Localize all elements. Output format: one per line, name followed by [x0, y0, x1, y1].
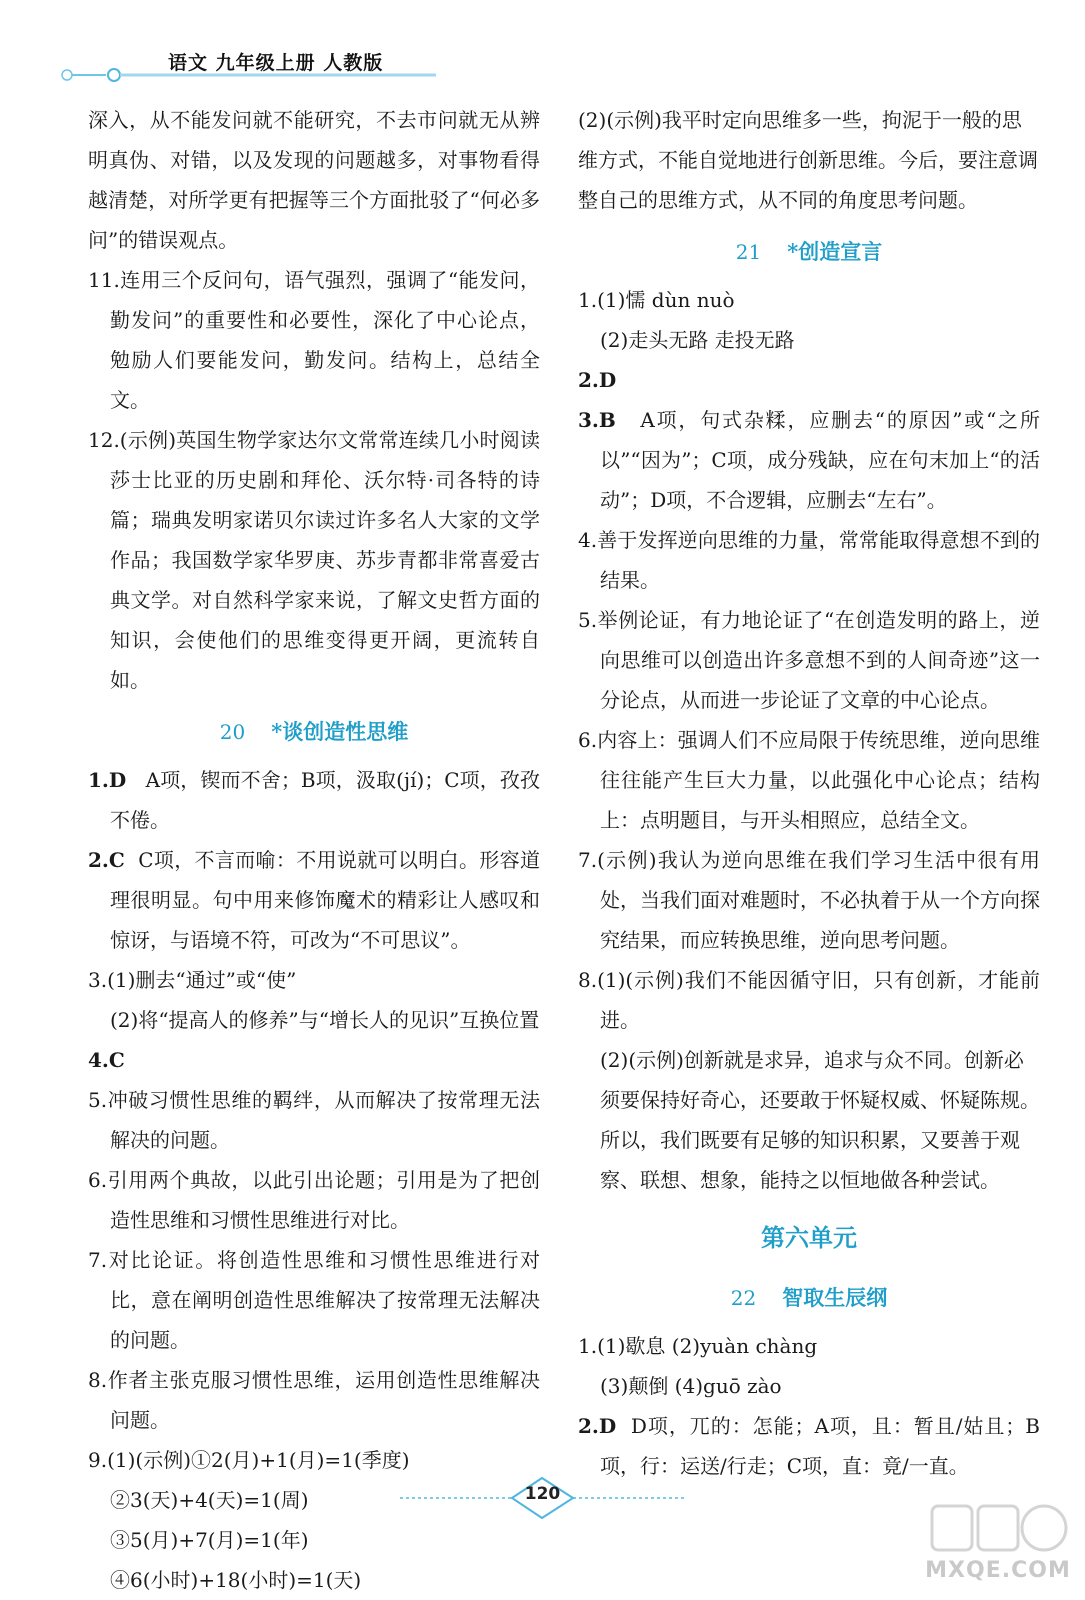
answer-explanation: D项，兀的：怎能；A项，且：暂且/姑且；B项，行：运送/行走；C项，直：竟/一直。	[600, 1414, 1041, 1478]
answer-s21-q2: 2.D	[578, 368, 617, 392]
answer-explanation: A项，句式杂糅，应删去“的原因”或“之所以”“因为”；C项，成分残缺，应在句末加上“的活动”；D项，不合逻辑，应删去“左右”。	[600, 408, 1040, 512]
answer-q9-part2: (2)(示例)我平时定向思维多一些，拘泥于一般的思维方式，不能自觉地进行创新思维。今后，要注意调整自己的思维方式，从不同的角度思考问题。	[578, 108, 1038, 212]
answer-s20-q3-part1: 3.(1)删去“通过”或“使”	[88, 968, 297, 992]
left-column	[88, 100, 540, 1600]
answer-s22-q1-part1: 1.(1)歇息 (2)yuàn chàng	[578, 1334, 818, 1358]
answer-s20-q8: 8.作者主张克服习惯性思维，运用创造性思维解决问题。	[88, 1368, 540, 1432]
book-title: 语文 九年级上册 人教版	[168, 52, 384, 74]
answer-s21-q1-part2: (2)走头无路 走投无路	[600, 328, 795, 352]
section-title: *谈创造性思维	[271, 719, 409, 744]
answer-q12: 12.(示例)英国生物学家达尔文常常连续几小时阅读莎士比亚的历史剧和拜伦、沃尔特·司各特的诗篇；瑞典发明家诺贝尔读过许多名人大家的文学作品；我国数学家华罗庚、苏步青都非常喜爱古典文学。对自然科学家来说，了解文史哲方面的知识，会使他们的思维变得更开阔，更流转自如。	[88, 428, 540, 692]
right-column	[578, 100, 1040, 1486]
answer-q11: 11.连用三个反问句，语气强烈，强调了“能发问，勤发问”的重要性和必要性，深化了中心论点，勉励人们要能发问，勤发问。结构上，总结全文。	[88, 268, 540, 412]
section-heading-22	[578, 1278, 1040, 1318]
section-title: *创造宣言	[787, 239, 883, 264]
answer-s20-q3-part2: (2)将“提高人的修养”与“增长人的见识”互换位置	[110, 1008, 540, 1032]
answer-s21-q8-part1: 8.(1)(示例)我们不能因循守旧，只有创新，才能前进。	[578, 968, 1040, 1032]
answer-s20-q7: 7.对比论证。将创造性思维和习惯性思维进行对比，意在阐明创造性思维解决了按常理无法解决的问题。	[88, 1248, 540, 1352]
answer-s20-q6: 6.引用两个典故，以此引出论题；引用是为了把创造性思维和习惯性思维进行对比。	[88, 1168, 540, 1232]
answer-explanation: C项，不言而喻：不用说就可以明白。形容道理很明显。句中用来修饰魔术的精彩让人感叹和惊讶，与语境不符，可改为“不可思议”。	[110, 848, 540, 952]
answer-s21-q6: 6.内容上：强调人们不应局限于传统思维，逆向思维往往能产生巨大力量，以此强化中心论点；结构上：点明题目，与开头相照应，总结全文。	[578, 728, 1040, 832]
section-heading-21	[578, 232, 1040, 272]
watermark-seal-icon	[928, 1500, 1068, 1560]
unit-heading: 第六单元	[761, 1224, 857, 1252]
section-title: 智取生辰纲	[782, 1285, 888, 1310]
header-decoration-icon	[60, 68, 440, 82]
answer-s20-q9-line3: ③5(月)+7(月)=1(年)	[110, 1528, 309, 1552]
answer-key: 1.D	[88, 768, 127, 792]
answer-s21-q5: 5.举例论证，有力地论证了“在创造发明的路上，逆向思维可以创造出许多意想不到的人间奇迹”这一分论点，从而进一步论证了文章的中心论点。	[578, 608, 1040, 712]
watermark	[918, 1500, 1078, 1596]
page-header	[60, 40, 440, 90]
answer-s20-q4: 4.C	[88, 1048, 125, 1072]
answer-s20-q9-line1: 9.(1)(示例)①2(月)+1(月)=1(季度)	[88, 1448, 410, 1472]
answer-s20-q2	[88, 840, 540, 960]
answer-s20-q9-line2: ②3(天)+4(天)=1(周)	[110, 1488, 309, 1512]
section-number: 22	[730, 1286, 757, 1310]
answer-key: 2.D	[578, 1414, 617, 1438]
answer-s21-q8-part2: (2)(示例)创新就是求异，追求与众不同。创新必须要保持好奇心，还要敢于怀疑权威、怀疑陈规。所以，我们既要有足够的知识积累，又要善于观察、联想、想象，能持之以恒地做各种尝试。	[600, 1048, 1040, 1192]
section-number: 20	[219, 720, 246, 744]
answer-continuation: 深入，从不能发问就不能研究，不去市问就无从辨明真伪、对错，以及发现的问题越多，对事物看得越清楚，对所学更有把握等三个方面批驳了“何必多问”的错误观点。	[88, 108, 540, 252]
answer-s21-q1-part1: 1.(1)懦 dùn nuò	[578, 288, 735, 312]
answer-s21-q3	[578, 400, 1040, 520]
watermark-text: MXQE.COM	[925, 1558, 1071, 1583]
section-number: 21	[735, 240, 762, 264]
answer-s20-q9-line4: ④6(小时)+18(小时)=1(天)	[110, 1568, 362, 1592]
answer-key: 3.B	[578, 408, 616, 432]
answer-explanation: A项，锲而不舍；B项，汲取(jí)；C项，孜孜不倦。	[110, 768, 540, 832]
page-number: 120	[524, 1484, 561, 1504]
answer-s21-q7: 7.(示例)我认为逆向思维在我们学习生活中很有用处，当我们面对难题时，不必执着于从一个方向探究结果，而应转换思维，逆向思考问题。	[578, 848, 1040, 952]
answer-s20-q5: 5.冲破习惯性思维的羁绊，从而解决了按常理无法解决的问题。	[88, 1088, 540, 1152]
section-heading-20	[88, 712, 540, 752]
answer-s20-q1	[88, 760, 540, 840]
answer-key: 2.C	[88, 848, 125, 872]
answer-s21-q4: 4.善于发挥逆向思维的力量，常常能取得意想不到的结果。	[578, 528, 1040, 592]
answer-s22-q1-part2: (3)颠倒 (4)guō zào	[600, 1374, 782, 1398]
page-number-badge	[400, 1474, 685, 1522]
